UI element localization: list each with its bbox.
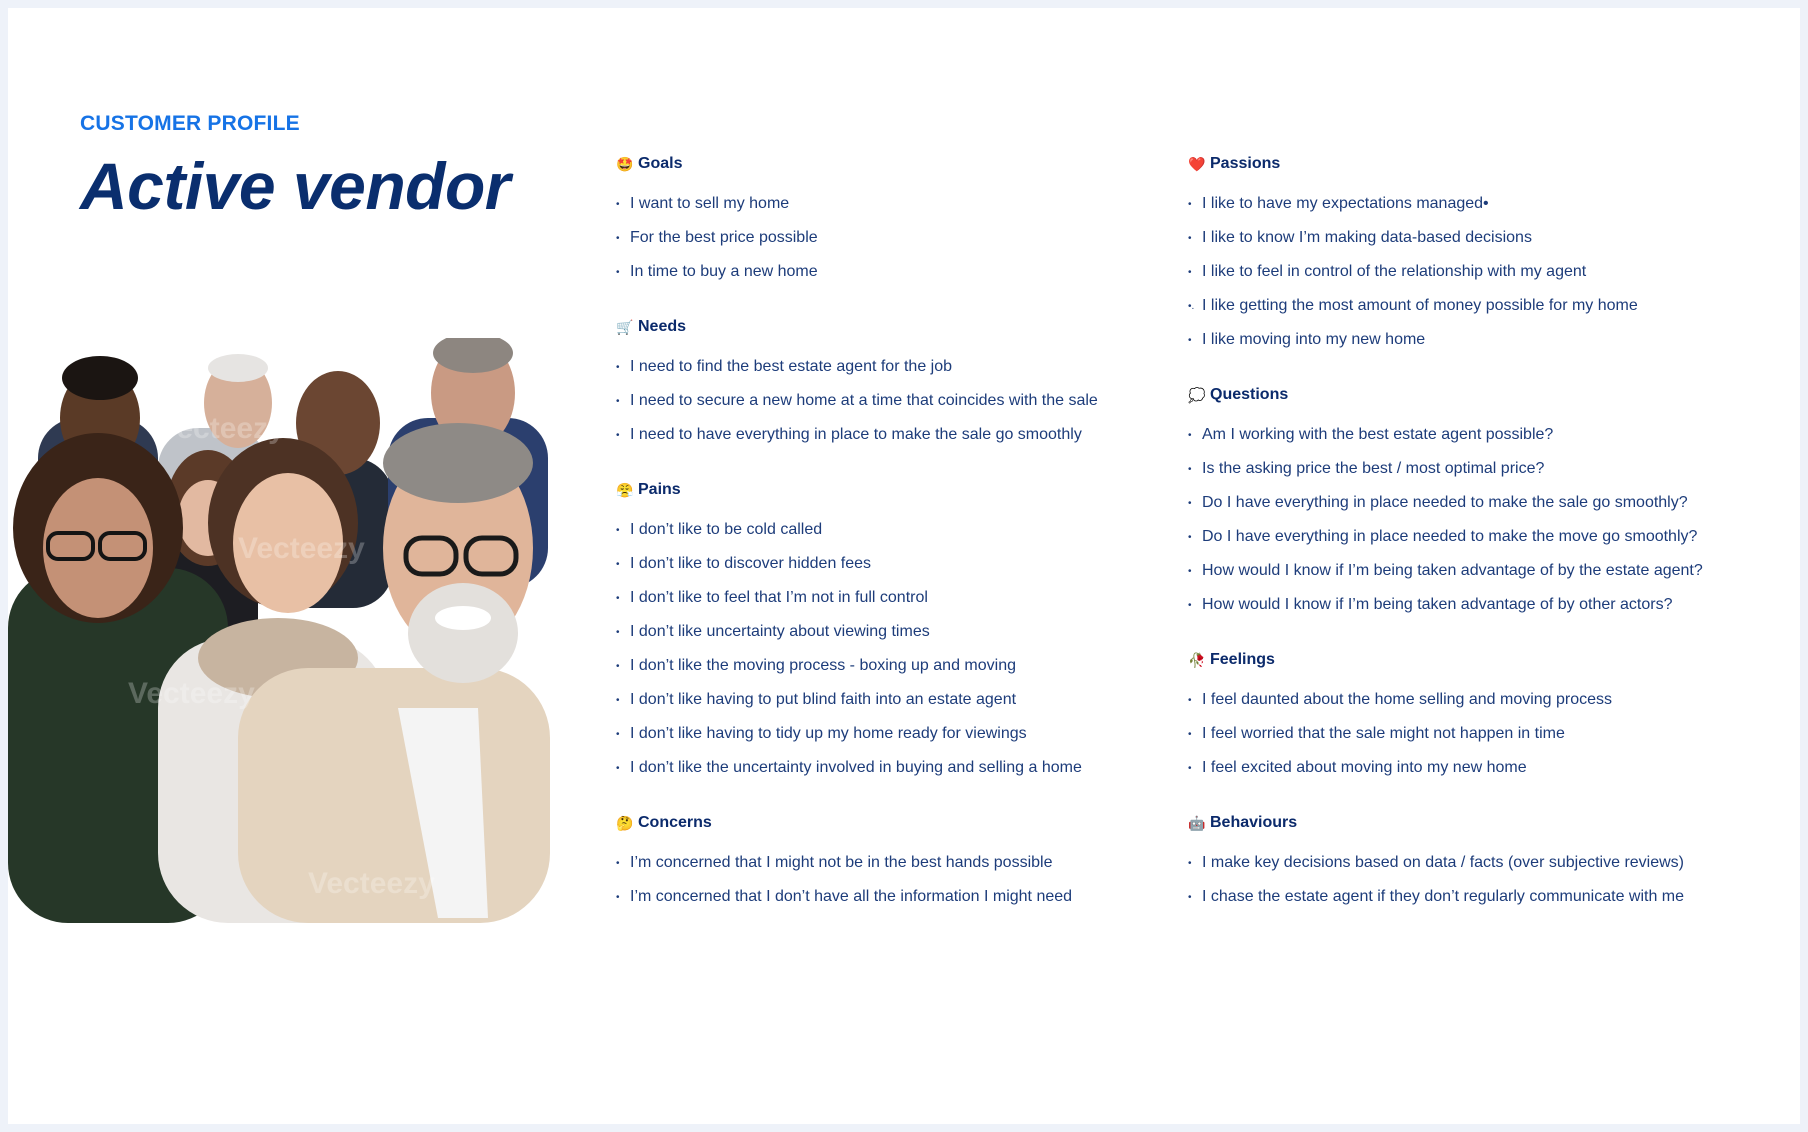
bullet-dot: • bbox=[616, 728, 620, 740]
section-title: Passions bbox=[1210, 155, 1281, 172]
list-item-text: I don’t like to be cold called bbox=[630, 521, 823, 538]
section-title: Behaviours bbox=[1210, 814, 1298, 831]
needs-icon: 🛒 bbox=[616, 319, 634, 335]
list-item bbox=[616, 547, 1176, 581]
list-item bbox=[1188, 554, 1788, 588]
section-title: Pains bbox=[638, 481, 681, 498]
list-item bbox=[616, 717, 1176, 751]
list-item-text: For the best price possible bbox=[630, 229, 818, 246]
list-item bbox=[1188, 323, 1788, 357]
list-item bbox=[1188, 255, 1788, 289]
right-column bbox=[1188, 153, 1788, 941]
bullet-list bbox=[1188, 683, 1788, 785]
bullet-dot: • bbox=[1188, 463, 1192, 475]
bullet-dot: • bbox=[1188, 694, 1192, 706]
bullet-dot: • bbox=[1188, 531, 1192, 543]
section-questions bbox=[1188, 384, 1788, 622]
list-item-text: I feel daunted about the home selling and moving process bbox=[1202, 691, 1613, 708]
section-heading bbox=[616, 153, 1176, 175]
photo-watermark: Vecteezy bbox=[158, 412, 285, 445]
list-item-text: Do I have everything in place needed to make the sale go smoothly? bbox=[1202, 494, 1688, 511]
bullet-dot: • bbox=[1188, 334, 1192, 346]
list-item bbox=[616, 846, 1176, 880]
section-heading bbox=[1188, 384, 1788, 406]
bullet-dot: • bbox=[616, 429, 620, 441]
bullet-dot: • bbox=[616, 660, 620, 672]
photo-watermark: Vecteezy bbox=[308, 867, 435, 900]
list-item-text: I like to feel in control of the relationship with my agent bbox=[1202, 263, 1587, 280]
list-item bbox=[1188, 289, 1788, 323]
section-goals bbox=[616, 153, 1176, 289]
bullet-dot: • bbox=[616, 361, 620, 373]
list-item-text: I’m concerned that I might not be in the best hands possible bbox=[630, 854, 1053, 871]
list-item bbox=[1188, 452, 1788, 486]
bullet-dot: • bbox=[616, 592, 620, 604]
bullet-dot: • bbox=[616, 198, 620, 210]
photo-watermark: Vecteezy bbox=[238, 532, 365, 565]
section-pains bbox=[616, 479, 1176, 785]
list-item-text: I don’t like the uncertainty involved in buying and selling a home bbox=[630, 759, 1082, 776]
bullet-dot: • bbox=[616, 694, 620, 706]
bullet-dot: • bbox=[616, 395, 620, 407]
page-title: Active vendor bbox=[80, 149, 510, 223]
list-item-text: Am I working with the best estate agent possible? bbox=[1202, 426, 1554, 443]
list-item-text: I like to have my expectations managed• bbox=[1202, 195, 1489, 212]
list-item-text: I’m concerned that I don’t have all the information I might need bbox=[630, 888, 1073, 905]
list-item-text: I need to find the best estate agent for the job bbox=[630, 358, 953, 375]
section-title: Feelings bbox=[1210, 651, 1275, 668]
list-item bbox=[616, 221, 1176, 255]
section-behaviours bbox=[1188, 812, 1788, 914]
list-item-text: I chase the estate agent if they don’t regularly communicate with me bbox=[1202, 888, 1685, 905]
list-item bbox=[616, 418, 1176, 452]
list-item-text: I feel worried that the sale might not happen in time bbox=[1202, 725, 1565, 742]
section-needs bbox=[616, 316, 1176, 452]
bullet-list bbox=[1188, 418, 1788, 622]
bullet-dot: •. bbox=[1188, 300, 1195, 312]
section-feelings bbox=[1188, 649, 1788, 785]
concerns-icon: 🤔 bbox=[616, 815, 634, 831]
list-item-text: I feel excited about moving into my new home bbox=[1202, 759, 1527, 776]
bullet-list bbox=[616, 846, 1176, 914]
list-item-text: I need to have everything in place to make the sale go smoothly bbox=[630, 426, 1082, 443]
goals-icon: 🤩 bbox=[616, 156, 634, 172]
list-item-text: I don’t like uncertainty about viewing times bbox=[630, 623, 930, 640]
list-item-text: I don’t like the moving process - boxing up and moving bbox=[630, 657, 1016, 674]
bullet-dot: • bbox=[616, 266, 620, 278]
passions-icon: ❤️ bbox=[1188, 156, 1206, 172]
list-item bbox=[1188, 520, 1788, 554]
list-item bbox=[616, 615, 1176, 649]
bullet-dot: • bbox=[1188, 232, 1192, 244]
profile-card bbox=[8, 8, 1800, 1124]
section-title: Needs bbox=[638, 318, 687, 335]
list-item bbox=[616, 350, 1176, 384]
list-item bbox=[616, 649, 1176, 683]
bullet-dot: • bbox=[616, 857, 620, 869]
list-item bbox=[616, 255, 1176, 289]
section-title: Questions bbox=[1210, 386, 1289, 403]
list-item bbox=[616, 581, 1176, 615]
list-item bbox=[1188, 221, 1788, 255]
bullet-list bbox=[616, 350, 1176, 452]
list-item bbox=[1188, 846, 1788, 880]
bullet-dot: • bbox=[1188, 891, 1192, 903]
bullet-dot: • bbox=[1188, 599, 1192, 611]
list-item bbox=[616, 384, 1176, 418]
bullet-dot: • bbox=[1188, 565, 1192, 577]
list-item bbox=[1188, 683, 1788, 717]
bullet-dot: • bbox=[1188, 728, 1192, 740]
list-item-text: Do I have everything in place needed to make the move go smoothly? bbox=[1202, 528, 1698, 545]
bullet-list bbox=[1188, 846, 1788, 914]
bullet-dot: • bbox=[616, 626, 620, 638]
list-item-text: I like getting the most amount of money possible for my home bbox=[1202, 297, 1638, 314]
section-heading bbox=[616, 316, 1176, 338]
feelings-icon: 🥀 bbox=[1188, 652, 1206, 668]
pains-icon: 😤 bbox=[616, 482, 634, 498]
list-item-text: How would I know if I’m being taken advantage of by the estate agent? bbox=[1202, 562, 1703, 579]
bullet-dot: • bbox=[1188, 429, 1192, 441]
list-item bbox=[1188, 717, 1788, 751]
behaviours-icon: 🤖 bbox=[1188, 815, 1206, 831]
section-heading bbox=[1188, 812, 1788, 834]
bullet-list bbox=[616, 513, 1176, 785]
list-item bbox=[616, 513, 1176, 547]
section-heading bbox=[616, 479, 1176, 501]
bullet-list bbox=[616, 187, 1176, 289]
list-item-text: Is the asking price the best / most optimal price? bbox=[1202, 460, 1545, 477]
bullet-dot: • bbox=[616, 524, 620, 536]
section-title: Concerns bbox=[638, 814, 712, 831]
list-item bbox=[1188, 486, 1788, 520]
list-item-text: In time to buy a new home bbox=[630, 263, 818, 280]
list-item bbox=[616, 880, 1176, 914]
bullet-dot: • bbox=[1188, 266, 1192, 278]
list-item-text: I don’t like having to tidy up my home ready for viewings bbox=[630, 725, 1027, 742]
photo-watermark: Vecteezy bbox=[128, 677, 255, 710]
list-item bbox=[1188, 880, 1788, 914]
bullet-dot: • bbox=[616, 762, 620, 774]
bullet-list bbox=[1188, 187, 1788, 357]
list-item-text: How would I know if I’m being taken advantage of by other actors? bbox=[1202, 596, 1673, 613]
list-item-text: I want to sell my home bbox=[630, 195, 790, 212]
list-item bbox=[1188, 187, 1788, 221]
list-item bbox=[616, 683, 1176, 717]
list-item-text: I don’t like having to put blind faith into an estate agent bbox=[630, 691, 1017, 708]
bullet-dot: • bbox=[616, 232, 620, 244]
list-item-text: I make key decisions based on data / facts (over subjective reviews) bbox=[1202, 854, 1684, 871]
page-eyebrow: CUSTOMER PROFILE bbox=[80, 112, 300, 135]
bullet-dot: • bbox=[616, 558, 620, 570]
list-item-text: I don’t like to feel that I’m not in full control bbox=[630, 589, 928, 606]
questions-icon: 💭 bbox=[1188, 387, 1206, 403]
list-item bbox=[1188, 751, 1788, 785]
section-passions bbox=[1188, 153, 1788, 357]
group-photo bbox=[8, 338, 550, 923]
section-heading bbox=[616, 812, 1176, 834]
section-title: Goals bbox=[638, 155, 683, 172]
left-column bbox=[616, 153, 1176, 941]
list-item bbox=[616, 187, 1176, 221]
bullet-dot: • bbox=[1188, 762, 1192, 774]
list-item bbox=[1188, 588, 1788, 622]
list-item-text: I like to know I’m making data-based decisions bbox=[1202, 229, 1532, 246]
list-item-text: I don’t like to discover hidden fees bbox=[630, 555, 872, 572]
list-item-text: I need to secure a new home at a time that coincides with the sale bbox=[630, 392, 1098, 409]
list-item bbox=[1188, 418, 1788, 452]
section-heading bbox=[1188, 153, 1788, 175]
bullet-dot: • bbox=[1188, 857, 1192, 869]
list-item bbox=[616, 751, 1176, 785]
bullet-dot: • bbox=[1188, 497, 1192, 509]
section-concerns bbox=[616, 812, 1176, 914]
bullet-dot: • bbox=[616, 891, 620, 903]
list-item-text: I like moving into my new home bbox=[1202, 331, 1426, 348]
bullet-dot: • bbox=[1188, 198, 1192, 210]
section-heading bbox=[1188, 649, 1788, 671]
